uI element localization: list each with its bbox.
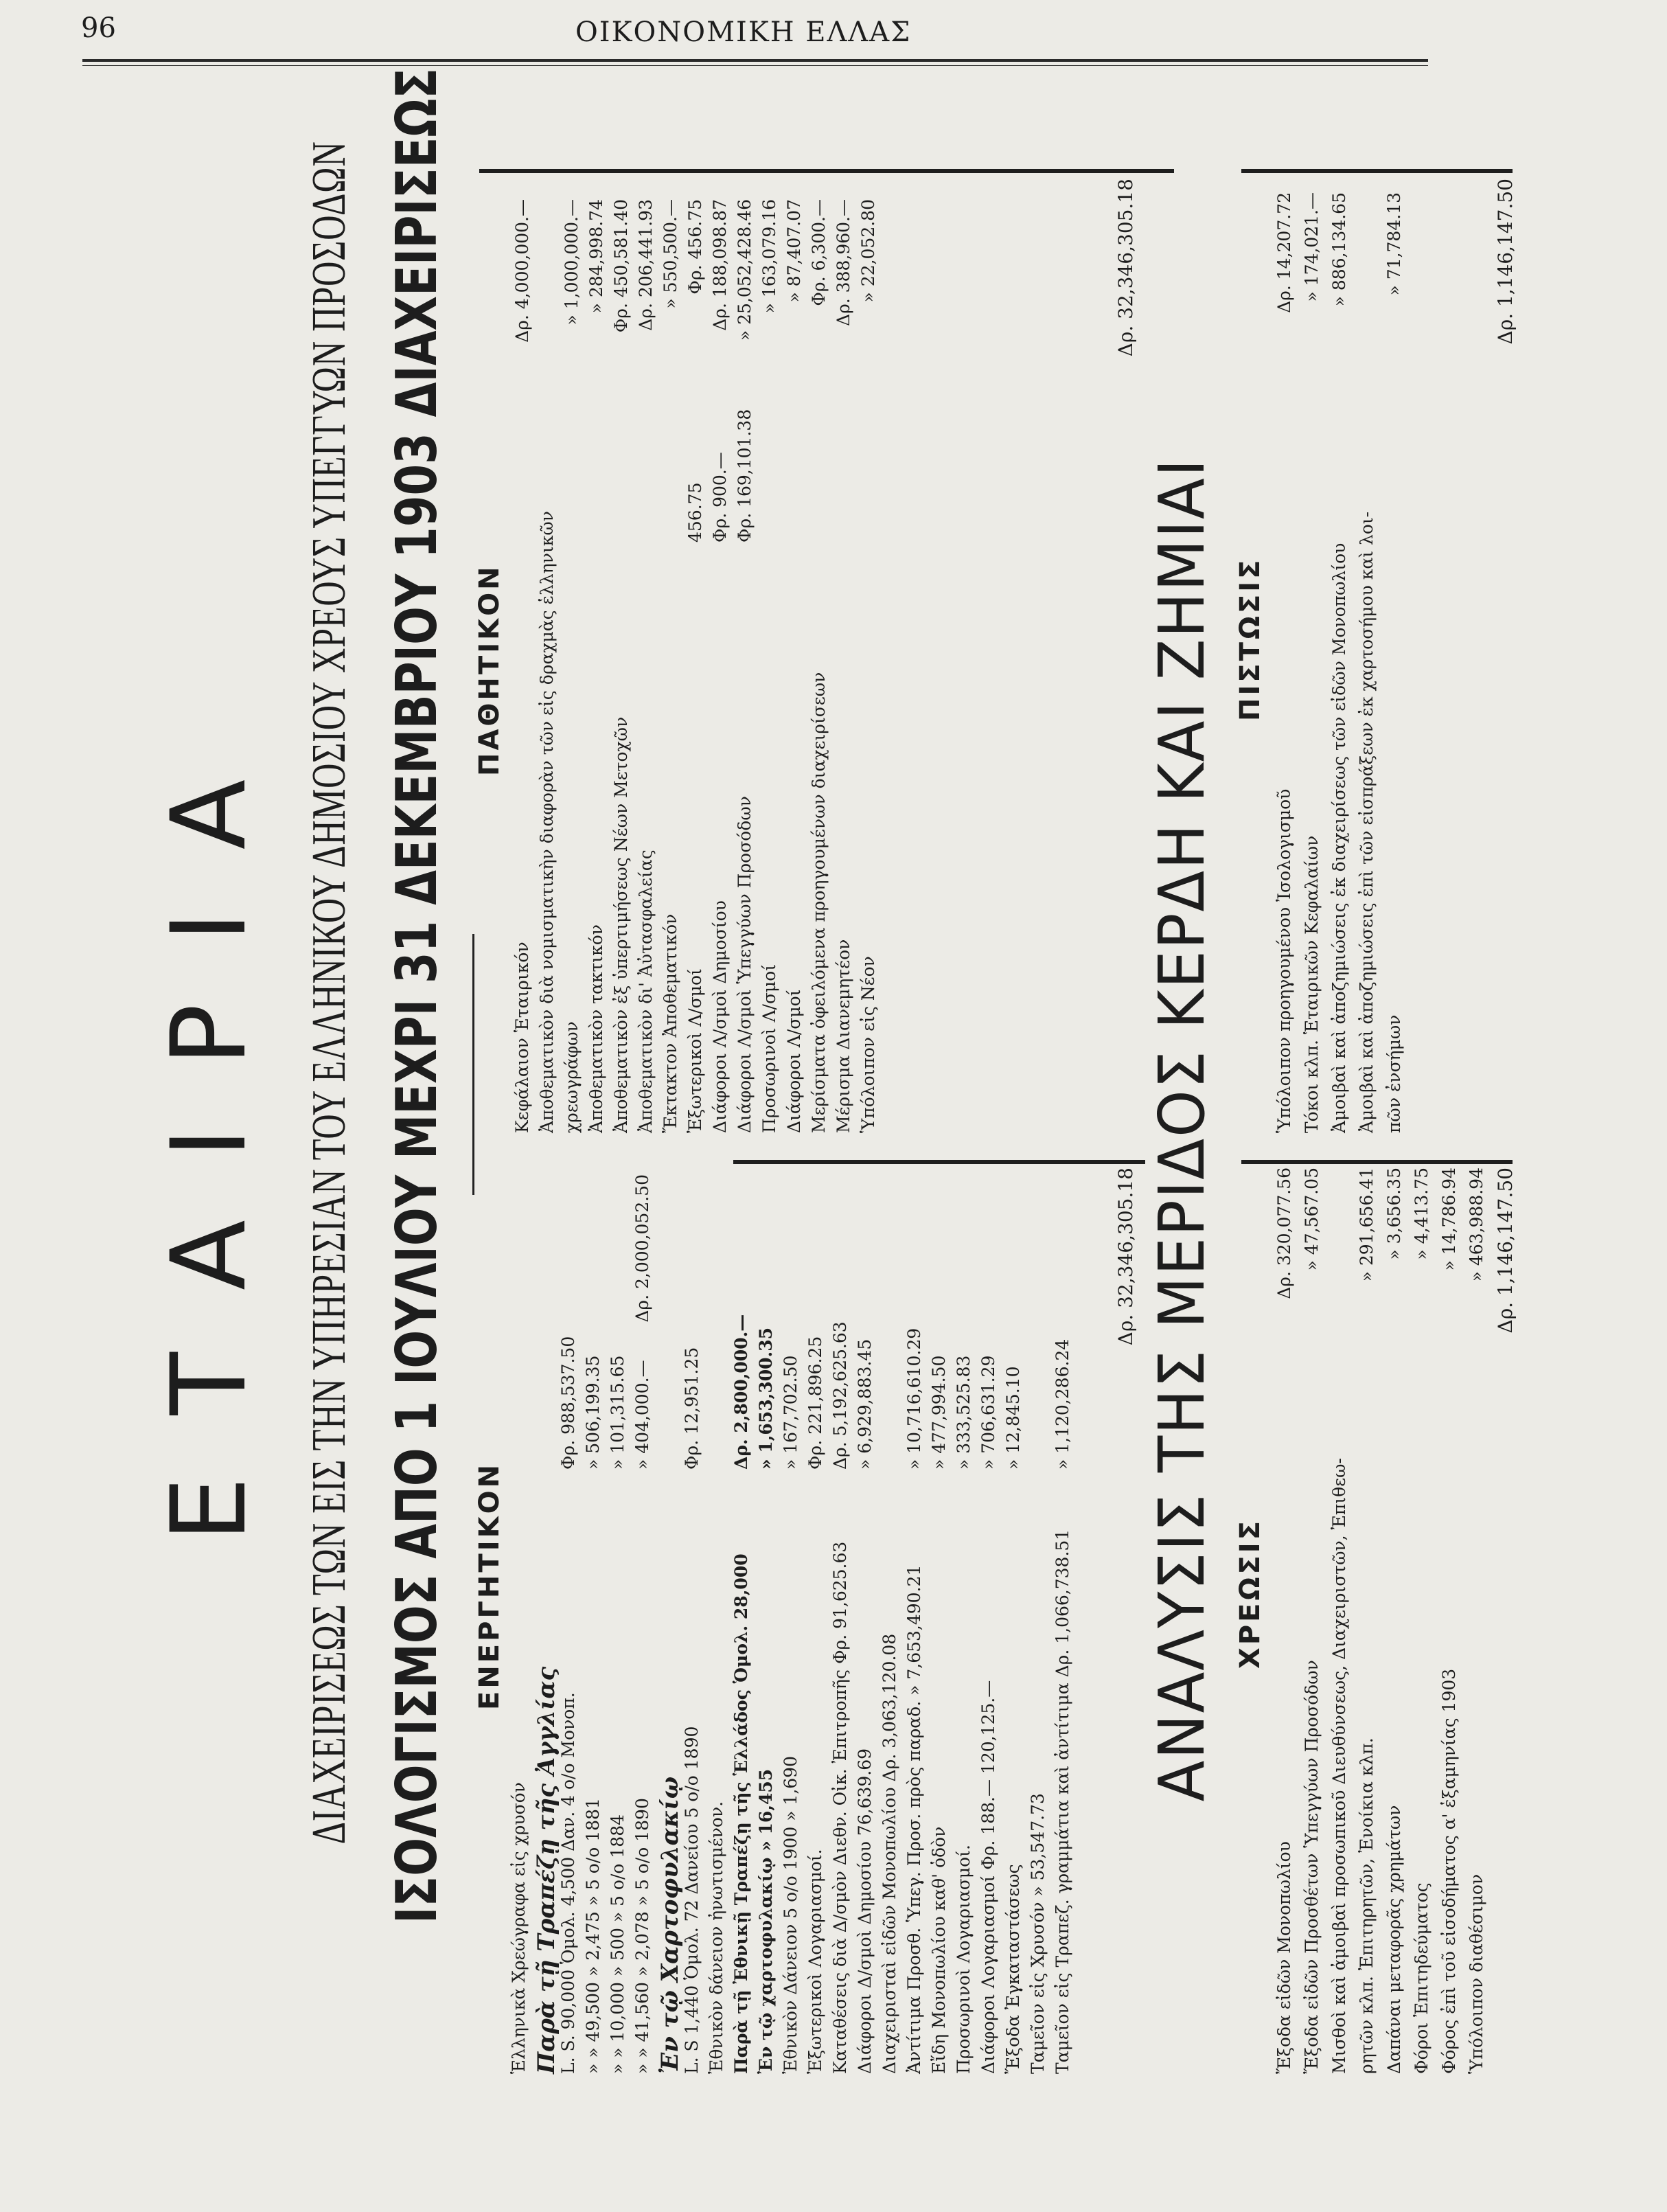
liabilities-row-label: χρεωγράφων — [562, 1021, 582, 1133]
assets-row-subamount: » 477,994.50 — [929, 1355, 949, 1470]
journal-title: ΟΙΚΟΝΟΜΙΚΗ ΕΛΛΑΣ — [575, 16, 912, 48]
liabilities-row-label: Ἀποθεματικὸν διὰ νομισματικὴν διαφορὰν τῶν εἰς δραχμὰς ἑλληνικῶν — [537, 511, 557, 1133]
assets-row-label: Ἐν τῷ Χαρτοφυλακίῳ — [656, 1776, 684, 2074]
liabilities-row-amount: » 1,000,000.— — [562, 199, 582, 326]
debits-total: Δρ. 1,146,147.50 — [1494, 1167, 1517, 1334]
debits-row-amount: » 47,567.05 — [1302, 1167, 1322, 1271]
company-title: ΕΤΑΙΡΙΑ — [150, 717, 269, 1542]
liabilities-row-label: Μέρισμα Διανεμητέον — [834, 939, 853, 1133]
credits-row-label: πῶν ἐνσήμων — [1384, 1014, 1404, 1133]
title-rule — [472, 934, 474, 1195]
liabilities-heading: ΠΑΘΗΤΙΚΟΝ — [474, 564, 505, 776]
liabilities-row-subamount: Φρ. 169,101.38 — [735, 409, 755, 543]
debits-row-amount: » 463,988.94 — [1467, 1167, 1486, 1282]
liabilities-row-amount: Φρ. 6,300.— — [809, 199, 829, 306]
liabilities-row-label: Ἀποθεματικὸν τακτικόν — [586, 924, 606, 1133]
liabilities-row-amount: » 25,052,428.46 — [735, 199, 755, 341]
assets-row-subamount: » 10,716,610.29 — [904, 1327, 924, 1470]
liabilities-right-rule — [479, 169, 1174, 173]
assets-row-label: L. S 1,440 Ὁμολ. 72 Δανείου 5 o/o 1890 — [682, 1726, 702, 2074]
profit-loss-title: ΑΝΑΛΥΣΙΣ ΤΗΣ ΜΕΡΙΔΟΣ ΚΕΡΔΗ ΚΑΙ ΖΗΜΙΑΙ — [1145, 457, 1219, 1802]
liabilities-row-amount: » 284,998.74 — [586, 199, 606, 314]
assets-row-subamount: Φρ. 988,537.50 — [558, 1336, 578, 1470]
liabilities-row-label: Ἐξωτερικοὶ Λ/σμοί — [685, 968, 705, 1133]
liabilities-row-label: Ἀποθεματικὸν δι' Ἀὐτασφαλείας — [636, 850, 656, 1133]
liabilities-row-label: Μερίσματα ὀφειλόμενα προηγουμένων διαχειρίσεων — [809, 672, 829, 1133]
assets-row-label: » » 10,000 » 500 » 5 o/o 1884 — [608, 1814, 628, 2074]
assets-row-subamount: Φρ. 221,896.25 — [805, 1336, 825, 1470]
assets-row-label: Διαχειρισταὶ εἰδῶν Μονοπωλίου Δρ. 3,063,120.08 — [880, 1633, 899, 2074]
assets-row-amount: Δρ. 2,000,052.50 — [632, 1174, 652, 1323]
assets-row-label: Προσωρινοὶ Λογαριασμοί. — [954, 1845, 974, 2074]
assets-row-subamount: Δρ. 5,192,625.63 — [830, 1321, 850, 1470]
debits-row-label: Ἔξοδα εἰδῶν Προσθέτων Ὑπεγγύων Προσόδων — [1302, 1660, 1322, 2074]
debits-row-label: ρητῶν κλπ. Ἐπιτηρητῶν, Ἐνοίκια κλπ. — [1357, 1737, 1377, 2074]
credits-table — [1276, 192, 1502, 1133]
assets-row-subamount: » 6,929,883.45 — [855, 1338, 875, 1470]
credits-right-rule — [1241, 169, 1513, 173]
credits-heading: ΠΙΣΤΩΣΙΣ — [1234, 557, 1266, 721]
header-rule-thin — [82, 65, 1428, 66]
assets-row-label: Ἐθνικὸν Δάνειον 5 o/o 1900 » 1,690 — [781, 1756, 801, 2074]
assets-row-label: Παρὰ τῇ Τραπέζῃ τῆς Ἀγγλίας — [533, 1666, 560, 2074]
assets-row-label: L. S. 90,000 Ὁμολ. 4,500 Δαν. 4 o/o Μονοπ. — [558, 1692, 578, 2074]
assets-row-subamount: » 404,000.— — [632, 1360, 652, 1470]
assets-row-label: » » 49,500 » 2,475 » 5 o/o 1881 — [583, 1798, 603, 2074]
debits-row-amount: » 4,413.75 — [1412, 1167, 1432, 1260]
assets-row-label: Ἔξοδα Ἐγκαταστάσεως — [1003, 1864, 1023, 2074]
liabilities-row-amount: » 87,407.07 — [784, 199, 804, 303]
assets-row-label: » » 41,560 » 2,078 » 5 o/o 1890 — [632, 1798, 652, 2074]
credits-row-label: Τόκοι κλπ. Ἑταιρικῶν Κεφαλαίων — [1302, 835, 1322, 1133]
assets-row-label: Διάφοροι Λογαριασμοί Φρ. 188.— 120,125.— — [978, 1680, 998, 2074]
assets-row-label: Ταμεῖον εἰς Τραπεζ. γραμμάτια καὶ ἀντίτιμα Δρ. 1,066,738.51 — [1053, 1529, 1072, 2074]
debits-row-label: Μισθοὶ καὶ ἀμοιβαὶ προσωπικοῦ Διευθύνσεως, Διαχειριστῶν, Ἐπιθεω- — [1329, 1458, 1349, 2074]
liabilities-row-amount: Φρ. 456.75 — [685, 199, 705, 295]
liabilities-row-amount: » 550,500.— — [660, 199, 680, 309]
assets-heading: ΕΝΕΡΓΗΤΙΚΟΝ — [474, 1461, 505, 1710]
liabilities-row-subamount: Φρ. 900.— — [710, 452, 730, 543]
assets-row-subamount: » 167,702.50 — [781, 1355, 801, 1470]
liabilities-row-amount: » 22,052.80 — [858, 199, 878, 303]
credits-row-amount: Δρ. 14,207.72 — [1274, 192, 1294, 313]
debits-row-label: Δαπάναι μεταφορᾶς χρημάτων — [1384, 1805, 1404, 2074]
assets-row-subamount: Δρ. 2,800,000.— — [731, 1314, 751, 1470]
liabilities-row-label: Κεφάλαιον Ἑταιρικόν — [512, 942, 532, 1133]
assets-row-label: Ἑλληνικὰ Χρεώγραφα εἰς χρυσόν — [509, 1782, 529, 2074]
liabilities-row-label: Ἔκτακτον Ἀποθεματικόν — [660, 913, 680, 1133]
credits-total: Δρ. 1,146,147.50 — [1494, 179, 1517, 345]
assets-row-label: Ταμεῖον εἰς Χρυσόν » 53,547.73 — [1028, 1793, 1048, 2074]
credits-row-label: Ἀμοιβαὶ καὶ ἀποζημιώσεις ἐκ διαχειρίσεως τῶν εἰδῶν Μονοπωλίου — [1329, 543, 1349, 1133]
assets-total: Δρ. 32,346,305.18 — [1114, 1167, 1137, 1346]
assets-right-rule — [733, 1160, 1145, 1164]
balance-sheet-title: ΙΣΟΛΟΓΙΣΜΟΣ ΑΠΟ 1 ΙΟΥΛΙΟΥ ΜΕΧΡΙ 31 ΔΕΚΕΜΒΡΙΟΥ 1903 ΔΙΑΧΕΙΡΙΣΕΩΣ — [384, 67, 450, 1924]
assets-row-subamount: » 101,315.65 — [608, 1355, 628, 1470]
debits-row-amount: » 14,786.94 — [1439, 1167, 1459, 1271]
assets-row-subamount: » 706,631.29 — [978, 1355, 998, 1470]
assets-row-label: Παρὰ τῇ Ἐθνικῇ Τραπέζῃ τῆς Ἑλλάδος Ὁμολ. 28,000 — [731, 1553, 751, 2074]
assets-row-label: Ἐθνικὸν δάνειον ἠνωτισμένον. — [706, 1801, 726, 2074]
liabilities-row-label: Ἀποθεματικὸν ἐξ ὑπερτιμήσεως Νέων Μετοχῶν — [611, 716, 631, 1133]
assets-row-label: Εἴδη Μονοπωλίου καθ' ὁδὸν — [929, 1826, 949, 2074]
debits-row-label: Φόρος ἐπὶ τοῦ εἰσοδήματος α' ἑξαμηνίας 1903 — [1439, 1668, 1459, 2074]
rotated-page-content — [143, 67, 1585, 2122]
liabilities-row-amount: Δρ. 206,441.93 — [636, 199, 656, 331]
credits-row-amount: » 886,134.65 — [1329, 192, 1349, 307]
assets-row-label: Ἐξωτερικοὶ Λογαριασμοί. — [805, 1849, 825, 2074]
assets-row-label: Ἐν τῷ χαρτοφυλακίῳ » 16,455 — [756, 1768, 776, 2074]
assets-row-subamount: » 1,653,300.35 — [756, 1327, 776, 1470]
liabilities-row-label: Ὑπόλοιπον εἰς Νέον — [858, 956, 878, 1133]
liabilities-total: Δρ. 32,346,305.18 — [1114, 179, 1137, 357]
debits-right-rule — [1241, 1160, 1513, 1164]
debits-table — [1276, 1167, 1502, 2074]
assets-row-subamount: » 12,845.10 — [1003, 1366, 1023, 1470]
liabilities-row-amount: Φρ. 450,581.40 — [611, 199, 631, 333]
debits-row-amount: Δρ. 320,077.56 — [1274, 1167, 1294, 1299]
assets-row-label: Ἀντίτιμα Προσθ. Ὑπεγ. Προσ. πρὸς παραδ. » 7,653,490.21 — [904, 1564, 924, 2074]
debits-row-label: Ἔξοδα εἰδῶν Μονοπωλίου — [1274, 1841, 1294, 2074]
liabilities-row-label: Διάφοροι Λ/σμοί — [784, 989, 804, 1133]
debits-row-label: Ὑπόλοιπον διαθέσιμον — [1467, 1873, 1486, 2074]
assets-row-subamount: Φρ. 12,951.25 — [682, 1347, 702, 1470]
page-number: 96 — [81, 12, 116, 44]
assets-row-subamount: » 1,120,286.24 — [1053, 1338, 1072, 1470]
liabilities-row-label: Διάφοροι Λ/σμοὶ Ὑπεγγύων Προσόδων — [735, 796, 755, 1133]
debits-row-amount: » 291,656.41 — [1357, 1167, 1377, 1282]
liabilities-row-amount: Δρ. 4,000,000.— — [512, 199, 532, 343]
credits-row-amount: » 71,784.13 — [1384, 192, 1404, 296]
page-header — [0, 0, 1667, 76]
liabilities-row-amount: » 163,079.16 — [759, 199, 779, 314]
assets-table — [510, 1174, 1114, 2074]
liabilities-row-subamount: 456.75 — [685, 482, 705, 543]
company-subtitle: ΔΙΑΧΕΙΡΙΣΕΩΣ ΤΩΝ ΕΙΣ ΤΗΝ ΥΠΗΡΕΣΙΑΝ ΤΟΥ ΕΛΛΗΝΙΚΟΥ ΔΗΜΟΣΙΟΥ ΧΡΕΟΥΣ ΥΠΕΓΓΥΩΝ ΠΡΟΣΟΔΩΝ — [303, 141, 356, 1845]
credits-row-amount: » 174,021.— — [1302, 192, 1322, 302]
debits-row-label: Φόροι Ἐπιτηδεύματος — [1412, 1882, 1432, 2074]
header-rule — [82, 59, 1428, 62]
assets-row-subamount: » 333,525.83 — [954, 1355, 974, 1470]
debits-row-amount: » 3,656.35 — [1384, 1167, 1404, 1260]
liabilities-row-amount: Δρ. 188,098.87 — [710, 199, 730, 331]
liabilities-table — [514, 199, 1077, 1133]
assets-row-subamount: » 506,199.35 — [583, 1355, 603, 1470]
assets-row-label: Διάφοροι Δ/σμοὶ Δημοσίου 76,639.69 — [855, 1748, 875, 2074]
liabilities-row-label: Διάφοροι Λ/σμοὶ Δημοσίου — [710, 900, 730, 1133]
debits-heading: ΧΡΕΩΣΙΣ — [1234, 1518, 1266, 1669]
liabilities-row-label: Προσωρινοὶ Λ/σμοί — [759, 964, 779, 1133]
liabilities-row-amount: Δρ. 388,960.— — [834, 199, 853, 326]
credits-row-label: Ὑπόλοιπον προηγουμένου Ἰσολογισμοῦ — [1274, 788, 1294, 1133]
assets-row-label: Καταθέσεις διὰ Δ/σμὸν Διεθν. Οἰκ. Ἐπιτροπῆς Φρ. 91,625.63 — [830, 1541, 850, 2074]
credits-row-label: Ἀμοιβαὶ καὶ ἀποζημιώσεις ἐπὶ τῶν εἰσπράξεων ἐκ χαρτοσήμου καὶ λοι- — [1357, 511, 1377, 1133]
